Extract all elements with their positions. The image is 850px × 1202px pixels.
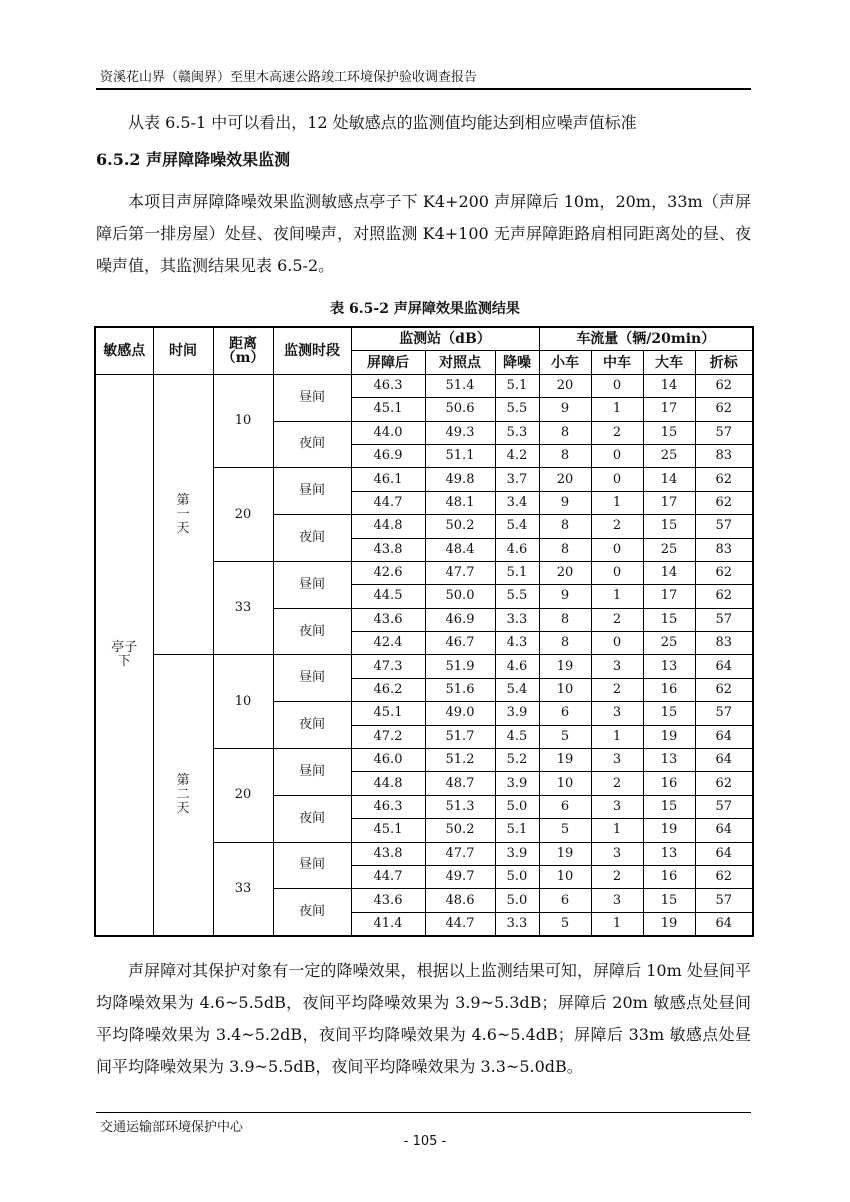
reference-value: 46.7	[425, 632, 495, 655]
small-car-count: 19	[539, 842, 591, 865]
medium-car-count: 2	[591, 772, 643, 795]
distance-cell: 10	[213, 655, 273, 749]
medium-car-count: 3	[591, 842, 643, 865]
medium-car-count: 1	[591, 491, 643, 514]
behind-value: 41.4	[351, 912, 425, 936]
medium-car-count: 0	[591, 468, 643, 491]
header-reduction: 降噪	[495, 351, 539, 374]
small-car-count: 6	[539, 889, 591, 912]
small-car-count: 20	[539, 374, 591, 397]
medium-car-count: 3	[591, 889, 643, 912]
large-car-count: 25	[643, 444, 695, 467]
reference-value: 49.8	[425, 468, 495, 491]
reference-value: 47.7	[425, 842, 495, 865]
table-caption: 表 6.5-2 声屏障效果监测结果	[330, 301, 520, 317]
equivalent-count: 57	[695, 702, 753, 725]
medium-car-count: 1	[591, 725, 643, 748]
reduction-value: 5.4	[495, 515, 539, 538]
reference-value: 49.3	[425, 421, 495, 444]
reduction-value: 3.3	[495, 608, 539, 631]
large-car-count: 16	[643, 772, 695, 795]
equivalent-count: 62	[695, 468, 753, 491]
medium-car-count: 1	[591, 819, 643, 842]
behind-value: 43.6	[351, 608, 425, 631]
reference-value: 51.1	[425, 444, 495, 467]
behind-value: 46.9	[351, 444, 425, 467]
behind-value: 44.7	[351, 491, 425, 514]
reduction-value: 5.3	[495, 421, 539, 444]
reference-value: 50.2	[425, 515, 495, 538]
reference-value: 50.0	[425, 585, 495, 608]
medium-car-count: 1	[591, 585, 643, 608]
behind-value: 43.6	[351, 889, 425, 912]
large-car-count: 14	[643, 561, 695, 584]
equivalent-count: 62	[695, 374, 753, 397]
medium-car-count: 3	[591, 749, 643, 772]
small-car-count: 10	[539, 678, 591, 701]
header-traffic: 车流量（辆/20min）	[539, 327, 753, 351]
footer-divider	[96, 1112, 751, 1113]
small-car-count: 5	[539, 725, 591, 748]
equivalent-count: 57	[695, 889, 753, 912]
behind-value: 46.3	[351, 374, 425, 397]
reduction-value: 5.1	[495, 819, 539, 842]
large-car-count: 19	[643, 725, 695, 748]
equivalent-count: 62	[695, 865, 753, 888]
large-car-count: 16	[643, 865, 695, 888]
equivalent-count: 64	[695, 749, 753, 772]
reduction-value: 3.7	[495, 468, 539, 491]
reduction-value: 3.9	[495, 772, 539, 795]
site-cell: 亭子下	[95, 374, 153, 936]
medium-car-count: 2	[591, 515, 643, 538]
reference-value: 44.7	[425, 912, 495, 936]
large-car-count: 15	[643, 795, 695, 818]
large-car-count: 15	[643, 702, 695, 725]
equivalent-count: 64	[695, 912, 753, 936]
period-cell: 夜间	[273, 608, 351, 655]
reference-value: 50.2	[425, 819, 495, 842]
small-car-count: 19	[539, 749, 591, 772]
equivalent-count: 57	[695, 795, 753, 818]
equivalent-count: 57	[695, 515, 753, 538]
table-row	[95, 655, 753, 678]
period-cell: 昼间	[273, 749, 351, 796]
small-car-count: 8	[539, 515, 591, 538]
behind-value: 42.4	[351, 632, 425, 655]
large-car-count: 17	[643, 491, 695, 514]
behind-value: 44.0	[351, 421, 425, 444]
page-number: - 105 -	[403, 1134, 447, 1149]
behind-value: 42.6	[351, 561, 425, 584]
reference-value: 48.6	[425, 889, 495, 912]
small-car-count: 9	[539, 398, 591, 421]
reference-value: 50.6	[425, 398, 495, 421]
small-car-count: 8	[539, 632, 591, 655]
header-behind: 屏障后	[351, 351, 425, 374]
equivalent-count: 62	[695, 772, 753, 795]
distance-cell: 33	[213, 561, 273, 655]
behind-value: 46.2	[351, 678, 425, 701]
large-car-count: 13	[643, 842, 695, 865]
reference-value: 51.2	[425, 749, 495, 772]
reduction-value: 5.0	[495, 889, 539, 912]
report-header-title: 资溪花山界（赣闽界）至里木高速公路竣工环境保护验收调查报告	[100, 70, 478, 85]
small-car-count: 10	[539, 865, 591, 888]
small-car-count: 9	[539, 491, 591, 514]
header-divider	[96, 88, 751, 90]
behind-value: 44.7	[351, 865, 425, 888]
reduction-value: 5.1	[495, 374, 539, 397]
equivalent-count: 83	[695, 538, 753, 561]
reference-value: 49.7	[425, 865, 495, 888]
header-reference: 对照点	[425, 351, 495, 374]
day-cell: 第一天	[153, 374, 213, 655]
medium-car-count: 2	[591, 608, 643, 631]
header-equiv: 折标	[695, 351, 753, 374]
period-cell: 昼间	[273, 468, 351, 515]
equivalent-count: 64	[695, 655, 753, 678]
equivalent-count: 83	[695, 444, 753, 467]
period-cell: 夜间	[273, 421, 351, 468]
reduction-value: 5.1	[495, 561, 539, 584]
footer-organization: 交通运输部环境保护中心	[100, 1120, 244, 1135]
reference-value: 51.3	[425, 795, 495, 818]
period-cell: 夜间	[273, 795, 351, 842]
large-car-count: 25	[643, 538, 695, 561]
medium-car-count: 0	[591, 374, 643, 397]
reduction-value: 5.0	[495, 795, 539, 818]
large-car-count: 15	[643, 608, 695, 631]
large-car-count: 15	[643, 889, 695, 912]
reduction-value: 4.2	[495, 444, 539, 467]
reference-value: 51.7	[425, 725, 495, 748]
behind-value: 46.0	[351, 749, 425, 772]
behind-value: 44.8	[351, 515, 425, 538]
behind-value: 45.1	[351, 819, 425, 842]
large-car-count: 17	[643, 398, 695, 421]
small-car-count: 20	[539, 561, 591, 584]
reduction-value: 5.5	[495, 398, 539, 421]
behind-value: 47.3	[351, 655, 425, 678]
equivalent-count: 64	[695, 819, 753, 842]
medium-car-count: 1	[591, 398, 643, 421]
body-paragraph-2: 声屏障对其保护对象有一定的降噪效果，根据以上监测结果可知，屏障后 10m 处昼间平均降噪效果为 4.6~5.5dB，夜间平均降噪效果为 3.9~5.3dB；屏障后 20m 敏感点处昼间平均降噪效果为 3.4~5.2dB，夜间平均降噪效果为 4.6~5.4dB；屏障后 33m 敏感点处昼间平均降噪效果为 3.9~5.5dB，夜间平均降噪效果为 3.3~5.0dB。	[96, 961, 751, 1076]
small-car-count: 19	[539, 655, 591, 678]
large-car-count: 15	[643, 515, 695, 538]
equivalent-count: 62	[695, 561, 753, 584]
small-car-count: 8	[539, 421, 591, 444]
period-cell: 夜间	[273, 702, 351, 749]
behind-value: 47.2	[351, 725, 425, 748]
header-small: 小车	[539, 351, 591, 374]
behind-value: 45.1	[351, 702, 425, 725]
reference-value: 48.4	[425, 538, 495, 561]
header-site: 敏感点	[95, 327, 153, 374]
table-row	[95, 374, 753, 397]
reference-value: 48.1	[425, 491, 495, 514]
behind-value: 43.8	[351, 538, 425, 561]
period-cell: 夜间	[273, 889, 351, 936]
header-time: 时间	[153, 327, 213, 374]
reduction-value: 5.4	[495, 678, 539, 701]
table-body	[95, 374, 753, 936]
large-car-count: 14	[643, 374, 695, 397]
reference-value: 46.9	[425, 608, 495, 631]
reference-value: 49.0	[425, 702, 495, 725]
equivalent-count: 62	[695, 585, 753, 608]
reduction-value: 5.5	[495, 585, 539, 608]
body-paragraph-1: 本项目声屏障降噪效果监测敏感点亭子下 K4+200 声屏障后 10m，20m，33m（声屏障后第一排房屋）处昼、夜间噪声，对照监测 K4+100 无声屏障距路肩相同距离处的昼、夜噪声值，其监测结果见表 6.5-2。	[96, 192, 751, 275]
equivalent-count: 62	[695, 398, 753, 421]
reference-value: 51.6	[425, 678, 495, 701]
large-car-count: 19	[643, 912, 695, 936]
large-car-count: 16	[643, 678, 695, 701]
period-cell: 夜间	[273, 515, 351, 562]
reduction-value: 4.5	[495, 725, 539, 748]
reference-value: 48.7	[425, 772, 495, 795]
reference-value: 51.9	[425, 655, 495, 678]
header-station: 监测站（dB）	[351, 327, 539, 351]
behind-value: 44.5	[351, 585, 425, 608]
behind-value: 43.8	[351, 842, 425, 865]
header-period: 监测时段	[273, 327, 351, 374]
equivalent-count: 64	[695, 842, 753, 865]
small-car-count: 10	[539, 772, 591, 795]
header-distance: 距离（m）	[213, 327, 273, 374]
large-car-count: 25	[643, 632, 695, 655]
small-car-count: 8	[539, 538, 591, 561]
reduction-value: 4.6	[495, 655, 539, 678]
behind-value: 46.3	[351, 795, 425, 818]
medium-car-count: 1	[591, 912, 643, 936]
period-cell: 昼间	[273, 842, 351, 889]
small-car-count: 20	[539, 468, 591, 491]
small-car-count: 8	[539, 608, 591, 631]
medium-car-count: 2	[591, 865, 643, 888]
distance-cell: 20	[213, 468, 273, 562]
equivalent-count: 64	[695, 725, 753, 748]
distance-cell: 33	[213, 842, 273, 936]
medium-car-count: 0	[591, 538, 643, 561]
medium-car-count: 3	[591, 702, 643, 725]
large-car-count: 14	[643, 468, 695, 491]
reduction-value: 5.2	[495, 749, 539, 772]
small-car-count: 5	[539, 819, 591, 842]
reduction-value: 3.9	[495, 702, 539, 725]
reduction-value: 4.3	[495, 632, 539, 655]
large-car-count: 13	[643, 749, 695, 772]
equivalent-count: 62	[695, 678, 753, 701]
small-car-count: 5	[539, 912, 591, 936]
small-car-count: 8	[539, 444, 591, 467]
period-cell: 昼间	[273, 655, 351, 702]
section-heading: 6.5.2 声屏障降噪效果监测	[96, 150, 291, 169]
medium-car-count: 3	[591, 655, 643, 678]
distance-cell: 10	[213, 374, 273, 468]
noise-barrier-results-table	[94, 326, 754, 937]
equivalent-count: 62	[695, 491, 753, 514]
large-car-count: 13	[643, 655, 695, 678]
reference-value: 51.4	[425, 374, 495, 397]
header-medium: 中车	[591, 351, 643, 374]
behind-value: 45.1	[351, 398, 425, 421]
medium-car-count: 2	[591, 421, 643, 444]
distance-cell: 20	[213, 749, 273, 843]
period-cell: 昼间	[273, 561, 351, 608]
reduction-value: 3.4	[495, 491, 539, 514]
reference-value: 47.7	[425, 561, 495, 584]
medium-car-count: 3	[591, 795, 643, 818]
small-car-count: 9	[539, 585, 591, 608]
header-large: 大车	[643, 351, 695, 374]
day-cell: 第二天	[153, 655, 213, 936]
equivalent-count: 57	[695, 421, 753, 444]
period-cell: 昼间	[273, 374, 351, 421]
behind-value: 44.8	[351, 772, 425, 795]
equivalent-count: 83	[695, 632, 753, 655]
behind-value: 46.1	[351, 468, 425, 491]
large-car-count: 17	[643, 585, 695, 608]
large-car-count: 19	[643, 819, 695, 842]
equivalent-count: 57	[695, 608, 753, 631]
intro-paragraph: 从表 6.5-1 中可以看出，12 处敏感点的监测值均能达到相应噪声值标准	[128, 113, 637, 132]
small-car-count: 6	[539, 702, 591, 725]
reduction-value: 4.6	[495, 538, 539, 561]
small-car-count: 6	[539, 795, 591, 818]
large-car-count: 15	[643, 421, 695, 444]
medium-car-count: 2	[591, 678, 643, 701]
reduction-value: 3.9	[495, 842, 539, 865]
medium-car-count: 0	[591, 444, 643, 467]
medium-car-count: 0	[591, 632, 643, 655]
reduction-value: 3.3	[495, 912, 539, 936]
medium-car-count: 0	[591, 561, 643, 584]
reduction-value: 5.0	[495, 865, 539, 888]
